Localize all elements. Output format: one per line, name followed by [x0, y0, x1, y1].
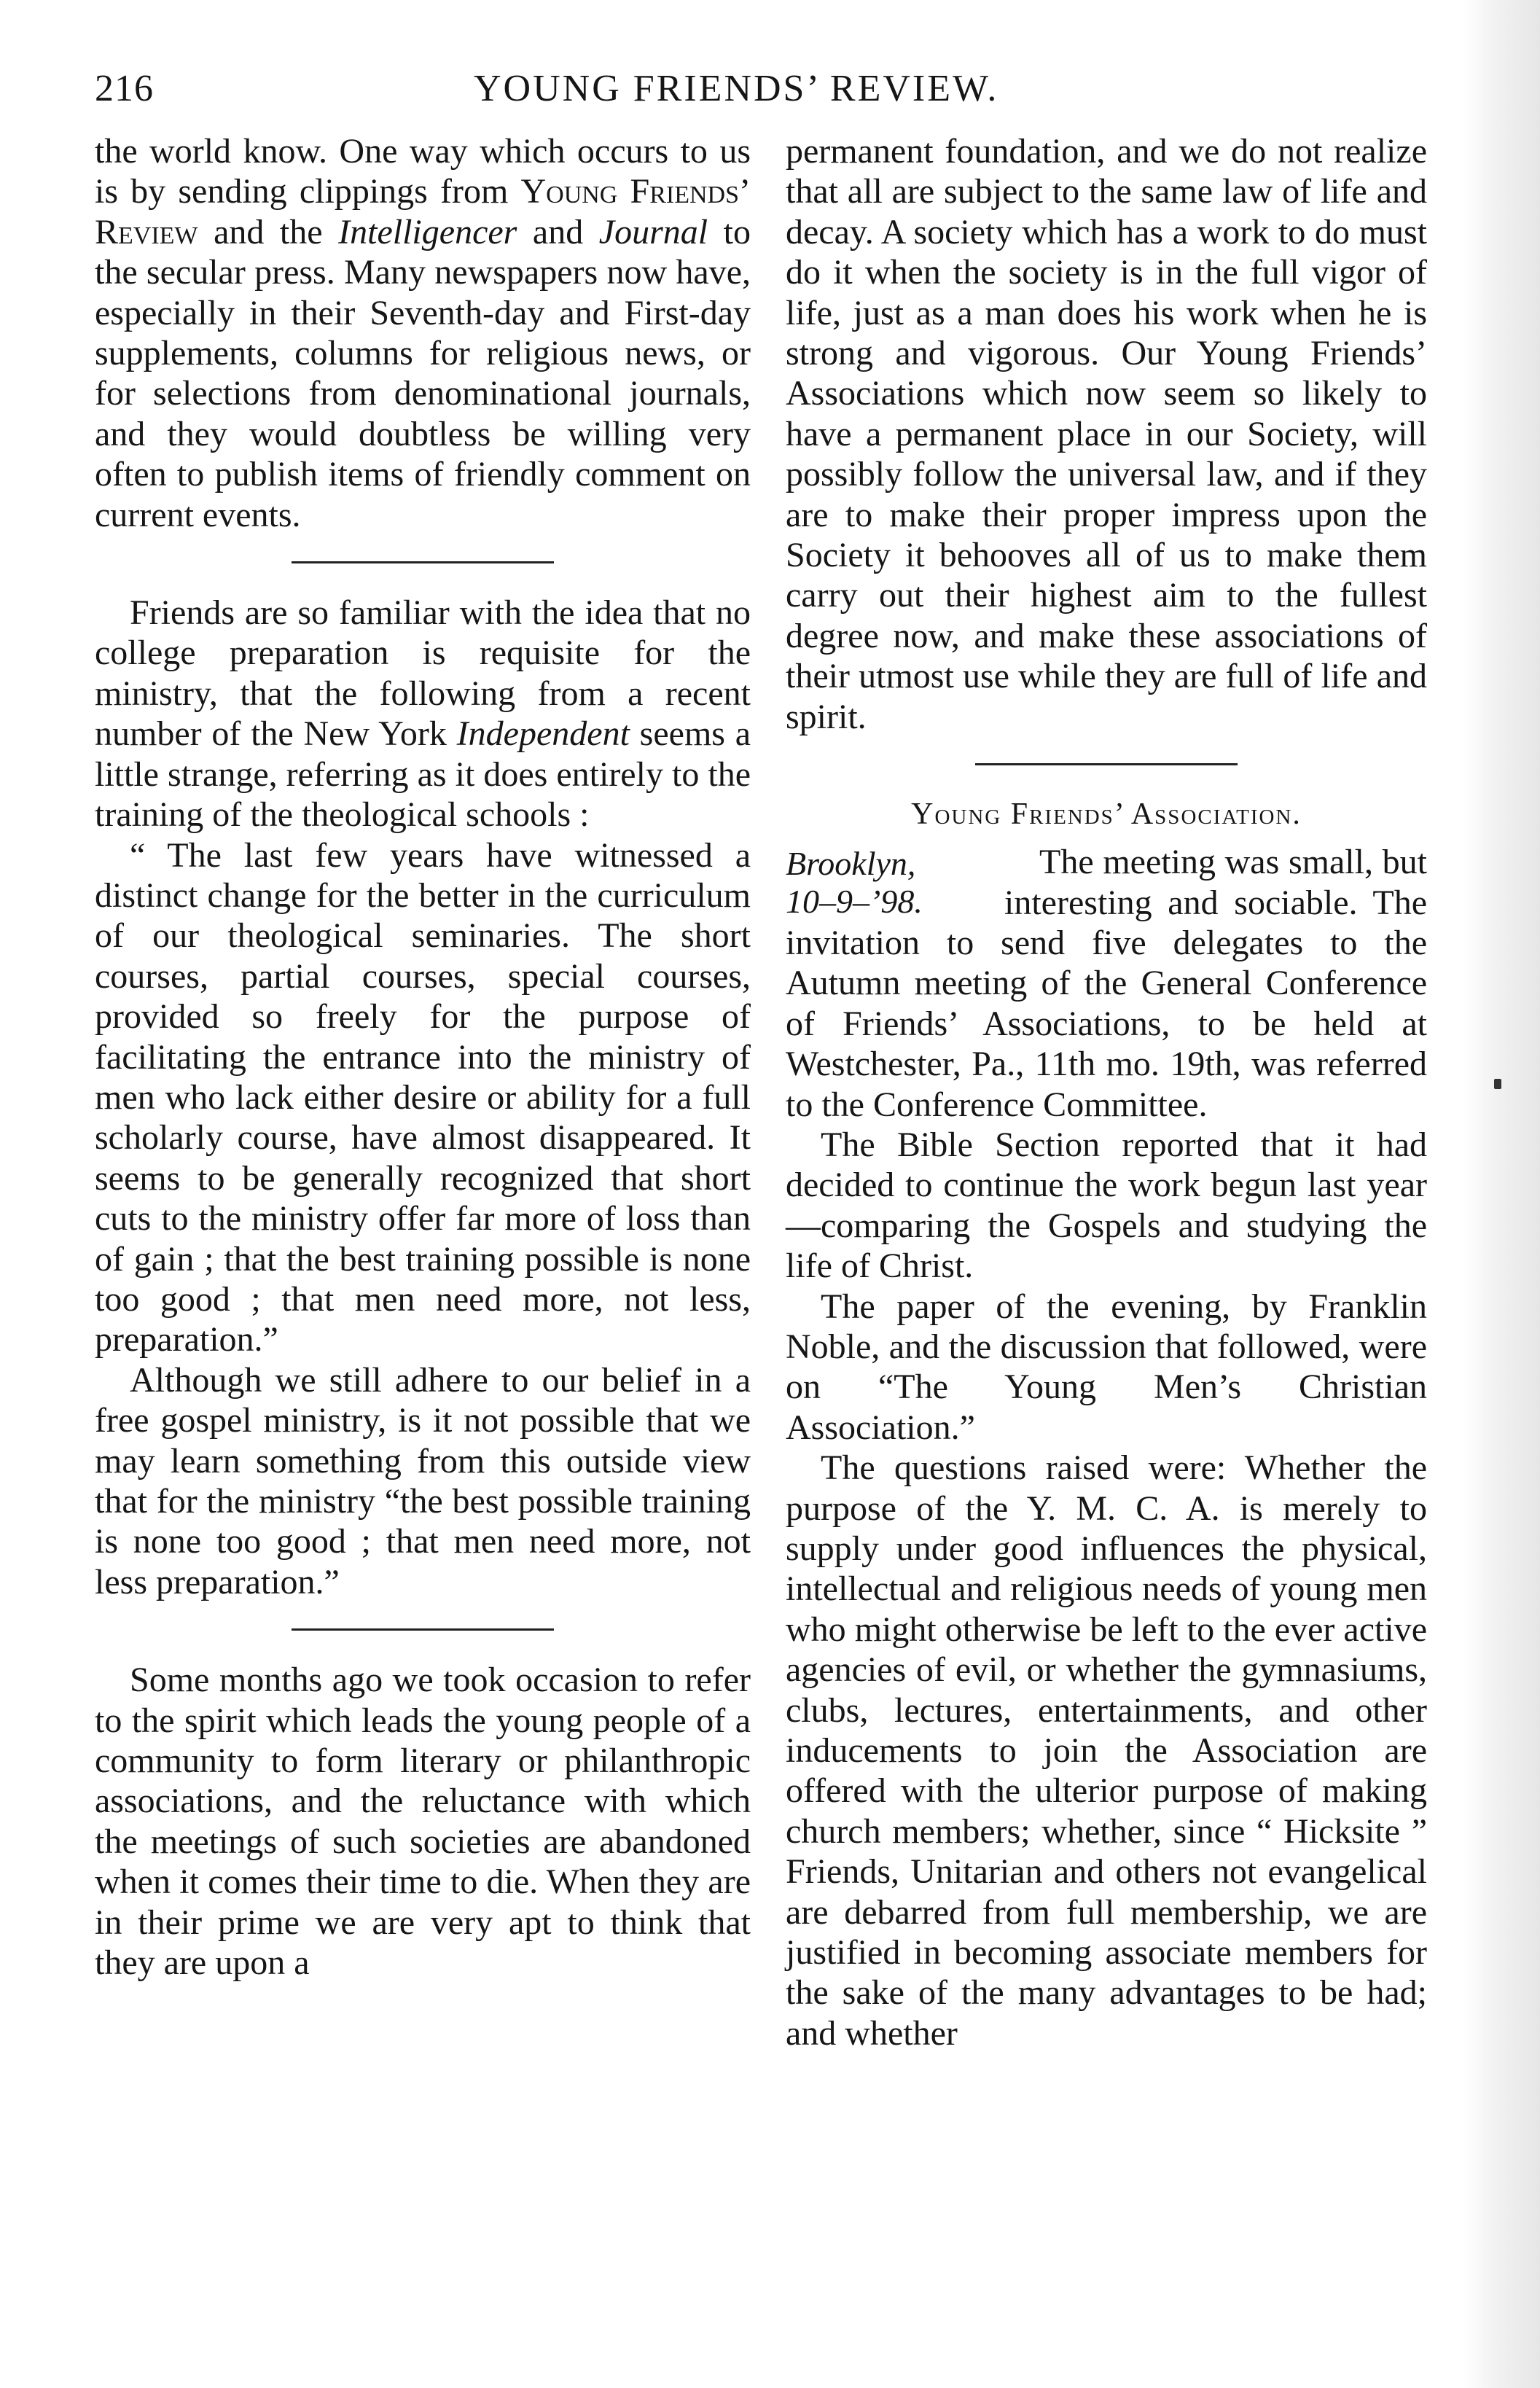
paragraph: Some months ago we took occasion to refer to the spirit which leads the young people of a community to form literary or philanthropic associations, and the reluctance with which the meetings of such societies are abandoned when it comes their time to die. When they are in their prime we are very apt to think that they are upon a	[95, 1661, 751, 1983]
page-edge-shadow	[1463, 0, 1540, 2388]
section-title: Young Friends’ Association.	[911, 797, 1302, 832]
paragraph: permanent foundation, and we do not realize that all are subject to the same law of life and decay. A society which has a work to do must do it when the society is in the full vigor of life, just as a man does his work when he is strong and vigorous. Our Young Friends’ Associations which now seem so likely to have a permanent place in our Society, will possibly follow the universal law, and if they are to make their proper impress upon the Society it behooves all of us to make them carry out their highest aim to the fullest degree now, and make these associations of their utmost use while they are full of life and spirit.	[786, 132, 1427, 736]
section-divider	[292, 561, 554, 563]
section-divider	[975, 763, 1238, 765]
paragraph: the world know. One way which occurs to us is by sending clippings from Young Friends’ Review and the Intelligencer and Journal to the secular press. Many newspapers now have, especially in their Seventh-day and First-day supplements, columns for religious news, or for selections from denominational journals, and they would doubtless be willing very often to publish items of friendly comment on current events.	[95, 132, 751, 534]
paragraph: Although we still adhere to our belief in a free gospel ministry, is it not possible that we may learn something from this outside view that for the ministry “the best possible training is none too good ; that men need more, not less preparation.”	[95, 1360, 751, 1601]
left-column	[95, 131, 751, 1983]
page-header	[95, 67, 1421, 125]
dateline-place: Brooklyn,	[786, 845, 916, 883]
right-column	[786, 131, 1427, 2053]
dateline	[786, 845, 1004, 921]
paragraph: The meeting was small, but interesting and sociable. The invitation to send five delegates to the Autumn meeting of the General Conference of Friends’ Associations, to be held at Westchester, Pa., 11th mo. 19th, was referred to the Conference Committee.	[786, 843, 1427, 1124]
page-number: 216	[95, 68, 154, 109]
paragraph: Friends are so familiar with the idea that no college preparation is requisite for the ministry, that the following from a recent number of the New York Independent seems a little strange, referring as it does entirely to the training of the theological schools :	[95, 593, 751, 835]
paragraph: The paper of the evening, by Franklin Noble, and the discussion that followed, were on “The Young Men’s Christian Association.”	[786, 1287, 1427, 1447]
section-divider	[292, 1628, 554, 1631]
dateline-date: 10–9–’98.	[786, 883, 923, 921]
running-head: YOUNG FRIENDS’ REVIEW.	[474, 68, 999, 109]
paragraph: The questions raised were: Whether the purpose of the Y. M. C. A. is merely to supply under good influences the physical, intellectual and religious needs of young men who might otherwise be left to the ever active agencies of evil, or whether the gymnasiums, clubs, lectures, entertainments, and other inducements to join the Association are offered with the ulterior purpose of making church members; whether, since “ Hicksite ” Friends, Unitarian and others not evangelical are debarred from full membership, we are justified in becoming associate members for the sake of the many advantages to be had; and whether	[786, 1448, 1427, 2053]
margin-ink-mark	[1494, 1079, 1501, 1089]
paragraph: The Bible Section reported that it had decided to continue the work begun last year—comparing the Gospels and studying the life of Christ.	[786, 1125, 1427, 1286]
quotation-paragraph: “ The last few years have witnessed a distinct change for the better in the curriculum of our theological seminaries. The short courses, partial courses, special courses, provided so freely for the purpose of facilitating the entrance into the ministry of men who lack either desire or ability for a full scholarly course, have almost disappeared. It seems to be generally recognized that short cuts to the ministry offer far more of loss than of gain ; that the best training possible is none too good ; that men need more, not less, preparation.”	[95, 835, 751, 1359]
